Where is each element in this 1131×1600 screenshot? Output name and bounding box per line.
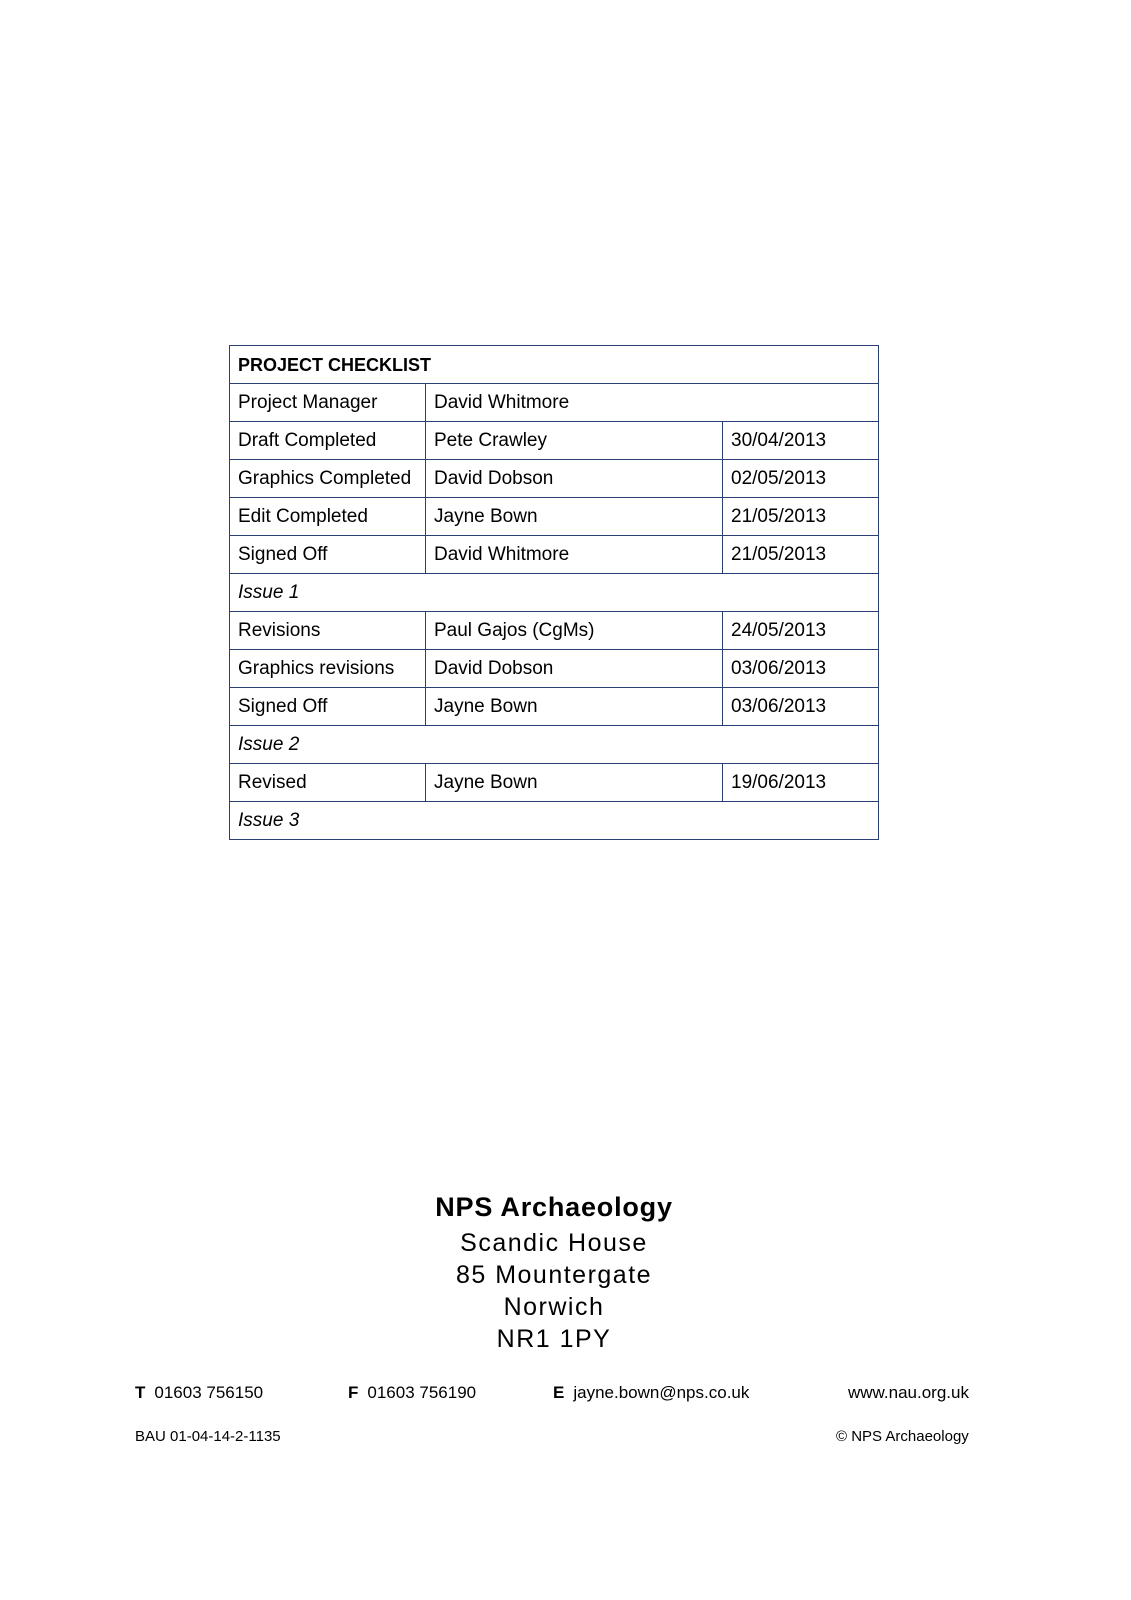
phone-number: 01603 756150 (154, 1383, 264, 1402)
phone-label: T (135, 1383, 146, 1402)
contact-email (553, 1383, 749, 1403)
table-row (230, 460, 879, 498)
table-row (230, 688, 879, 726)
row-date: 19/06/2013 (723, 764, 879, 802)
email-address: jayne.bown@nps.co.uk (573, 1383, 750, 1402)
row-date: 21/05/2013 (723, 536, 879, 574)
row-name: David Dobson (426, 460, 723, 498)
table-row (230, 536, 879, 574)
row-date: 30/04/2013 (723, 422, 879, 460)
table-row (230, 574, 879, 612)
row-label: Revised (230, 764, 426, 802)
copyright-notice: © NPS Archaeology (836, 1428, 969, 1445)
contact-phone (135, 1383, 263, 1403)
checklist-title: PROJECT CHECKLIST (230, 346, 879, 384)
row-date: 02/05/2013 (723, 460, 879, 498)
contact-fax (348, 1383, 476, 1403)
row-name: Paul Gajos (CgMs) (426, 612, 723, 650)
table-row (230, 612, 879, 650)
issue-label: Issue 2 (230, 726, 879, 764)
issue-label: Issue 1 (230, 574, 879, 612)
row-name: Jayne Bown (426, 498, 723, 536)
row-name: David Whitmore (426, 384, 879, 422)
project-checklist-table (229, 345, 879, 840)
row-date: 21/05/2013 (723, 498, 879, 536)
row-label: Graphics revisions (230, 650, 426, 688)
row-name: Jayne Bown (426, 688, 723, 726)
table-row (230, 422, 879, 460)
row-label: Edit Completed (230, 498, 426, 536)
row-date: 03/06/2013 (723, 650, 879, 688)
row-label: Graphics Completed (230, 460, 426, 498)
address-line: 85 Mountergate (455, 1261, 653, 1289)
row-label: Draft Completed (230, 422, 426, 460)
row-date: 03/06/2013 (723, 688, 879, 726)
row-name: Pete Crawley (426, 422, 723, 460)
row-label: Signed Off (230, 688, 426, 726)
organisation-name: NPS Archaeology (435, 1192, 673, 1222)
issue-label: Issue 3 (230, 802, 879, 840)
table-row (230, 498, 879, 536)
address-line: Norwich (503, 1293, 605, 1321)
table-row (230, 726, 879, 764)
fax-label: F (348, 1383, 359, 1402)
document-reference: BAU 01-04-14-2-1135 (135, 1428, 281, 1445)
row-name: David Dobson (426, 650, 723, 688)
website: www.nau.org.uk (848, 1383, 969, 1402)
table-row (230, 802, 879, 840)
table-row (230, 650, 879, 688)
row-label: Revisions (230, 612, 426, 650)
address-line: NR1 1PY (496, 1325, 612, 1353)
fax-number: 01603 756190 (367, 1383, 477, 1402)
row-date: 24/05/2013 (723, 612, 879, 650)
table-row (230, 764, 879, 802)
email-label: E (553, 1383, 565, 1402)
table-row (230, 346, 879, 384)
row-name: David Whitmore (426, 536, 723, 574)
address-line: Scandic House (460, 1229, 648, 1257)
row-name: Jayne Bown (426, 764, 723, 802)
table-row (230, 384, 879, 422)
row-label: Project Manager (230, 384, 426, 422)
row-label: Signed Off (230, 536, 426, 574)
